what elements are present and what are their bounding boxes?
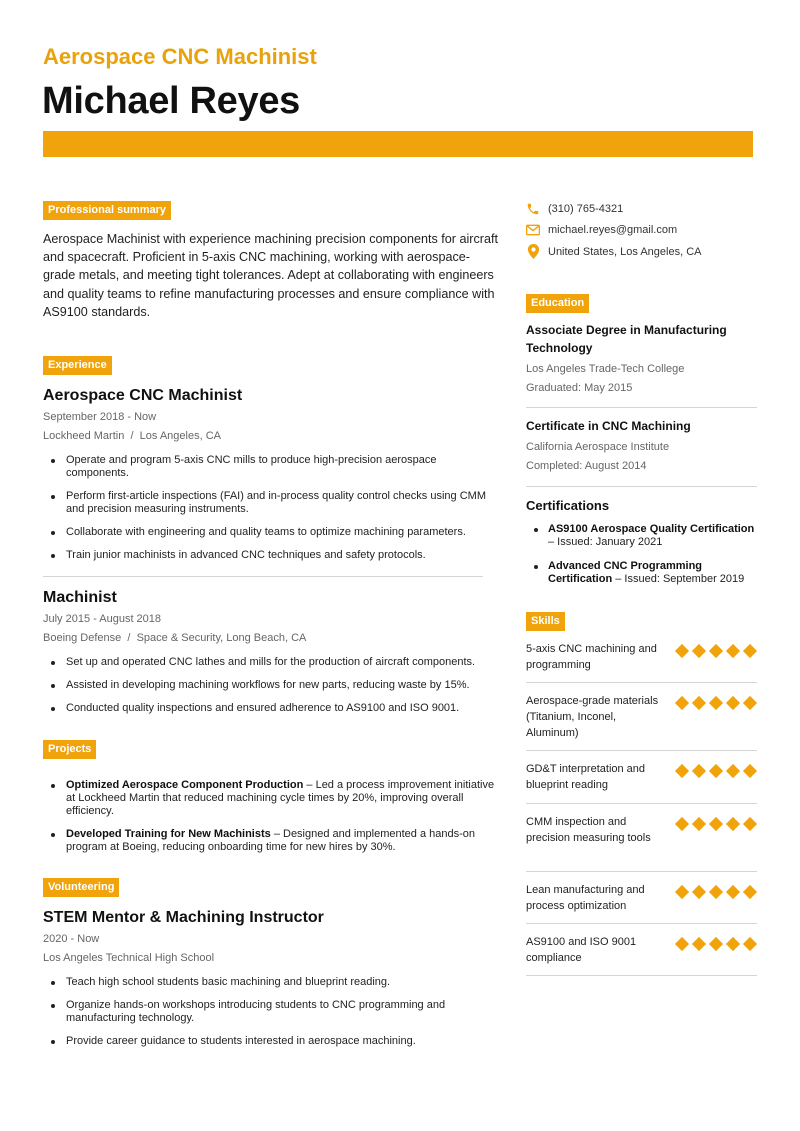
degree-title: Certificate in CNC Machining — [526, 418, 691, 433]
contact-location — [526, 241, 757, 263]
skill-name: AS9100 and ISO 9001 compliance — [526, 935, 637, 964]
resume-job-title: Aerospace CNC Machinist — [43, 44, 317, 69]
list-item: Assisted in developing machining workflows for new parts, reducing waste by 15%. — [43, 679, 498, 692]
skill-name: Lean manufacturing and process optimization — [526, 883, 645, 912]
experience-entry — [43, 589, 498, 715]
cert-title: AS9100 Aerospace Quality Certification — [548, 522, 755, 535]
rating-diamond-icon — [674, 885, 689, 899]
cert-text: – Issued: January 2021 — [548, 535, 663, 548]
summary-section — [43, 200, 498, 321]
graduation-date: Graduated: May 2015 — [526, 381, 633, 394]
rating-diamond-icon — [742, 764, 757, 778]
skill-name: 5-axis CNC machining and programming — [526, 642, 657, 671]
rating-diamond-icon — [742, 644, 757, 658]
list-item: Provide career guidance to students interested in aerospace machining. — [43, 1035, 498, 1048]
project-text: – Designed and implemented a hands-on program at Boeing, reducing onboarding time for new hires by 30%. — [66, 828, 476, 854]
list-item — [526, 523, 757, 549]
skills-heading: Skills — [526, 612, 565, 631]
experience-heading: Experience — [43, 356, 112, 375]
rating-diamond-icon — [725, 764, 740, 778]
divider — [526, 407, 757, 408]
job-company: Lockheed Martin — [43, 430, 125, 443]
skills-list — [526, 641, 757, 976]
list-item: Perform first-article inspections (FAI) and in-process quality control checks using CMM and precision measuring instruments. — [43, 490, 498, 516]
cert-text: – Issued: September 2019 — [612, 572, 745, 585]
rating-diamond-icon — [742, 696, 757, 710]
list-item: Operate and program 5-axis CNC mills to produce high-precision aerospace components. — [43, 454, 498, 480]
location-text: United States, Los Angeles, CA — [548, 245, 702, 258]
list-item: Organize hands-on workshops introducing students to CNC programming and manufacturing technology. — [43, 999, 498, 1025]
degree-title: Associate Degree in Manufacturing Technology — [526, 322, 727, 355]
skill-rating — [674, 817, 757, 831]
rating-diamond-icon — [691, 937, 706, 951]
education-entry — [526, 321, 757, 395]
completion-date: Completed: August 2014 — [526, 459, 647, 472]
list-item: Conducted quality inspections and ensured adherence to AS9100 and ISO 9001. — [43, 702, 498, 715]
rating-diamond-icon — [725, 696, 740, 710]
rating-diamond-icon — [691, 885, 706, 899]
skill-row — [526, 924, 757, 976]
list-item: Collaborate with engineering and quality teams to optimize machining parameters. — [43, 526, 498, 539]
separator: / — [130, 430, 134, 443]
left-column — [43, 200, 498, 1058]
rating-diamond-icon — [691, 644, 706, 658]
rating-diamond-icon — [674, 696, 689, 710]
skill-name: Aerospace-grade materials (Titanium, Inconel, Aluminum) — [526, 694, 659, 739]
candidate-name: Michael Reyes — [42, 80, 301, 122]
skills-section — [526, 611, 757, 976]
rating-diamond-icon — [742, 937, 757, 951]
volunteer-role: STEM Mentor & Machining Instructor — [43, 909, 324, 927]
job-company: Boeing Defense — [43, 632, 122, 645]
cert-title: Advanced CNC Programming Certification — [548, 559, 703, 585]
right-column — [526, 200, 757, 976]
rating-diamond-icon — [708, 817, 723, 831]
rating-diamond-icon — [674, 644, 689, 658]
projects-heading: Projects — [43, 740, 96, 759]
rating-diamond-icon — [674, 764, 689, 778]
contact-block — [526, 198, 757, 263]
header-banner — [43, 131, 753, 157]
job-dates: July 2015 - August 2018 — [43, 613, 162, 626]
experience-entry — [43, 387, 498, 562]
list-item: Teach high school students basic machining and blueprint reading. — [43, 976, 498, 989]
list-item — [43, 828, 498, 854]
rating-diamond-icon — [674, 817, 689, 831]
contact-email — [526, 220, 757, 242]
skill-name: CMM inspection and precision measuring tools — [526, 815, 651, 844]
list-item — [43, 779, 498, 818]
skill-rating — [674, 885, 757, 899]
job-role: Machinist — [43, 589, 117, 607]
project-list — [43, 779, 498, 854]
volunteering-heading: Volunteering — [43, 878, 119, 897]
rating-diamond-icon — [691, 696, 706, 710]
rating-diamond-icon — [725, 937, 740, 951]
volunteer-dates: 2020 - Now — [43, 933, 100, 946]
rating-diamond-icon — [708, 764, 723, 778]
projects-section — [43, 739, 498, 854]
volunteer-bullets — [43, 976, 498, 1048]
experience-section — [43, 355, 498, 715]
job-location: Space & Security, Long Beach, CA — [136, 632, 307, 645]
job-company-line — [43, 430, 498, 443]
skill-row — [526, 751, 757, 804]
skill-rating — [674, 764, 757, 778]
skill-rating — [674, 644, 757, 658]
certification-list — [526, 523, 757, 586]
job-dates: September 2018 - Now — [43, 411, 157, 424]
skill-rating — [674, 937, 757, 951]
rating-diamond-icon — [708, 885, 723, 899]
skill-rating — [674, 696, 757, 710]
list-item — [526, 560, 757, 586]
skill-row — [526, 804, 757, 872]
skill-name: GD&T interpretation and blueprint reading — [526, 762, 646, 791]
rating-diamond-icon — [725, 817, 740, 831]
summary-text: Aerospace Machinist with experience machining precision components for aircraft and spacecraft. Proficient in 5-axis CNC machining, working with aerospace-grade metals, and meeting tight tolerances. Adept at collaborating with engineers and quality teams to refine manufacturing processes and ensure compliance with AS9100 standards. — [43, 232, 498, 319]
rating-diamond-icon — [708, 696, 723, 710]
education-entry — [526, 417, 757, 473]
rating-diamond-icon — [742, 817, 757, 831]
rating-diamond-icon — [691, 817, 706, 831]
skill-row — [526, 683, 757, 751]
project-title: Optimized Aerospace Component Production — [66, 779, 304, 792]
list-item: Train junior machinists in advanced CNC techniques and safety protocols. — [43, 549, 498, 562]
project-text: – Led a process improvement initiative at Lockheed Martin that reduced machining cycle times by 20%, improving overall efficiency. — [66, 779, 495, 818]
skill-row — [526, 872, 757, 924]
school-name: Los Angeles Trade-Tech College — [526, 362, 685, 375]
phone-text[interactable]: (310) 765-4321 — [548, 202, 624, 215]
map-pin-icon — [526, 245, 540, 259]
separator: / — [127, 632, 131, 645]
job-role: Aerospace CNC Machinist — [43, 387, 243, 405]
rating-diamond-icon — [708, 937, 723, 951]
envelope-icon — [526, 223, 540, 237]
rating-diamond-icon — [725, 885, 740, 899]
rating-diamond-icon — [742, 885, 757, 899]
education-section — [526, 293, 757, 487]
rating-diamond-icon — [725, 644, 740, 658]
contact-phone — [526, 198, 757, 220]
divider — [526, 486, 757, 487]
volunteer-org: Los Angeles Technical High School — [43, 952, 215, 965]
education-heading: Education — [526, 294, 589, 313]
certifications-heading: Certifications — [526, 497, 610, 513]
rating-diamond-icon — [674, 937, 689, 951]
volunteering-section — [43, 877, 498, 1048]
email-text[interactable]: michael.reyes@gmail.com — [548, 224, 678, 237]
list-item: Set up and operated CNC lathes and mills for the production of aircraft components. — [43, 656, 498, 669]
job-company-line — [43, 632, 498, 645]
job-location: Los Angeles, CA — [139, 430, 221, 443]
summary-heading: Professional summary — [43, 201, 171, 220]
phone-icon — [526, 202, 540, 216]
certifications-section — [526, 498, 757, 586]
skill-row — [526, 641, 757, 683]
job-bullets — [43, 656, 498, 715]
rating-diamond-icon — [691, 764, 706, 778]
job-bullets — [43, 454, 498, 562]
divider — [43, 576, 483, 577]
project-title: Developed Training for New Machinists — [66, 828, 271, 841]
school-name: California Aerospace Institute — [526, 440, 670, 453]
rating-diamond-icon — [708, 644, 723, 658]
